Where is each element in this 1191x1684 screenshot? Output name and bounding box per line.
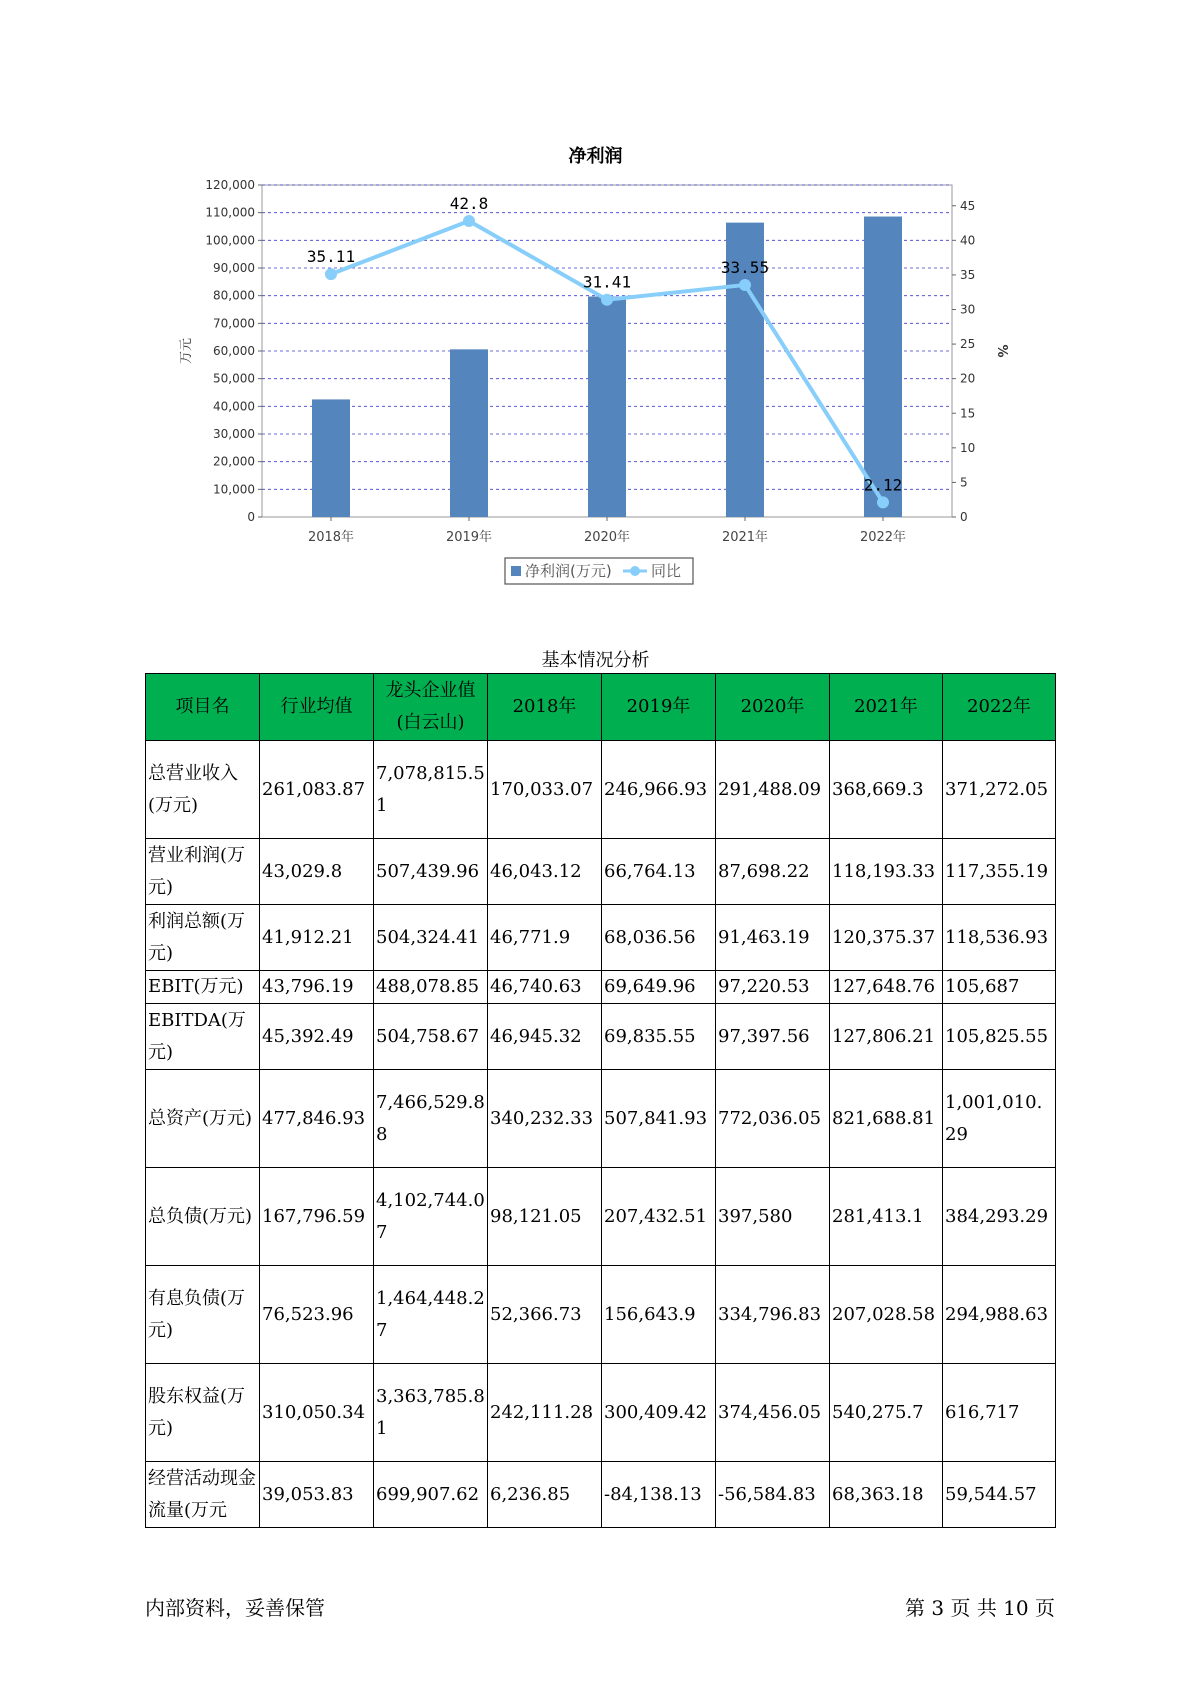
- y2-tick-label: 25: [960, 337, 976, 352]
- y2-tick-label: 0: [960, 510, 968, 524]
- y2-tick-label: 5: [960, 475, 968, 490]
- table-cell: 69,649.96: [602, 971, 716, 1004]
- table-row: [146, 839, 1056, 905]
- table-cell: 91,463.19: [716, 905, 830, 971]
- table-cell: 3,363,785.81: [374, 1364, 488, 1462]
- y-axis-label: 万元: [179, 337, 194, 365]
- table-cell: 45,392.49: [260, 1004, 374, 1070]
- line-point: [877, 496, 889, 508]
- table-cell: 39,053.83: [260, 1462, 374, 1528]
- y-tick-label: 20,000: [213, 454, 255, 469]
- table-cell: 43,029.8: [260, 839, 374, 905]
- table-cell: 76,523.96: [260, 1266, 374, 1364]
- table-cell: 69,835.55: [602, 1004, 716, 1070]
- bar: [864, 217, 902, 517]
- table-cell: 117,355.19: [943, 839, 1056, 905]
- table-row: [146, 1462, 1056, 1528]
- y-tick-label: 50,000: [213, 371, 255, 386]
- table-cell: 170,033.07: [488, 741, 602, 839]
- y2-tick-label: 40: [960, 233, 976, 248]
- y2-tick-label: 35: [960, 267, 976, 282]
- column-header: 2019年: [602, 674, 716, 741]
- table-cell: 127,648.76: [830, 971, 943, 1004]
- table-cell: 52,366.73: [488, 1266, 602, 1364]
- x-tick-label: 2021年: [721, 530, 769, 545]
- table-cell: 397,580: [716, 1168, 830, 1266]
- table-cell: 98,121.05: [488, 1168, 602, 1266]
- row-label: EBIT(万元): [146, 971, 260, 1004]
- table-cell: 87,698.22: [716, 839, 830, 905]
- table-cell: 68,363.18: [830, 1462, 943, 1528]
- table-cell: 118,193.33: [830, 839, 943, 905]
- y2-tick-label: 45: [960, 198, 976, 213]
- bar: [450, 349, 488, 517]
- table-cell: 261,083.87: [260, 741, 374, 839]
- y2-tick-label: 30: [960, 302, 976, 317]
- chart-title: 净利润: [568, 146, 623, 167]
- table-cell: 699,907.62: [374, 1462, 488, 1528]
- x-tick-label: 2018年: [307, 530, 355, 545]
- legend-label-line: 同比: [651, 562, 682, 580]
- y2-tick-label: 10: [960, 440, 976, 455]
- table-cell: 105,687: [943, 971, 1056, 1004]
- column-header: 龙头企业值(白云山): [374, 674, 488, 741]
- table-cell: 488,078.85: [374, 971, 488, 1004]
- y-tick-label: 10,000: [213, 482, 255, 497]
- column-header: 项目名: [146, 674, 260, 741]
- table-cell: 340,232.33: [488, 1070, 602, 1168]
- table-cell: 167,796.59: [260, 1168, 374, 1266]
- table-cell: 371,272.05: [943, 741, 1056, 839]
- line-point: [739, 279, 751, 291]
- table-row: [146, 1266, 1056, 1364]
- table-cell: 7,466,529.88: [374, 1070, 488, 1168]
- y-tick-label: 80,000: [213, 288, 255, 303]
- table-cell: 46,945.32: [488, 1004, 602, 1070]
- table-cell: 368,669.3: [830, 741, 943, 839]
- table-cell: 334,796.83: [716, 1266, 830, 1364]
- row-label: 有息负债(万元): [146, 1266, 260, 1364]
- table-cell: 127,806.21: [830, 1004, 943, 1070]
- y-tick-label: 120,000: [205, 178, 255, 192]
- table-cell: 46,043.12: [488, 839, 602, 905]
- y2-tick-label: 15: [960, 406, 976, 421]
- column-header: 2018年: [488, 674, 602, 741]
- table-row: [146, 1168, 1056, 1266]
- table-cell: 97,397.56: [716, 1004, 830, 1070]
- data-label: 33.55: [720, 257, 770, 277]
- table-row: [146, 1364, 1056, 1462]
- table-cell: 156,643.9: [602, 1266, 716, 1364]
- table-cell: 105,825.55: [943, 1004, 1056, 1070]
- column-header: 行业均值: [260, 674, 374, 741]
- table-cell: 507,439.96: [374, 839, 488, 905]
- column-header: 2022年: [943, 674, 1056, 741]
- table-cell: 1,464,448.27: [374, 1266, 488, 1364]
- data-label: 42.8: [449, 193, 489, 213]
- column-header: 2020年: [716, 674, 830, 741]
- line-point: [601, 294, 613, 306]
- table-header-row: [146, 674, 1056, 741]
- y2-axis-label: %: [994, 344, 1009, 358]
- table-cell: -56,584.83: [716, 1462, 830, 1528]
- table-row: [146, 1070, 1056, 1168]
- footer-page-number: 第 3 页 共 10 页: [905, 1596, 1055, 1620]
- y2-tick-label: 20: [960, 371, 976, 386]
- table-cell: 207,028.58: [830, 1266, 943, 1364]
- row-label: 股东权益(万元): [146, 1364, 260, 1462]
- row-label: 总负债(万元): [146, 1168, 260, 1266]
- table-row: [146, 1004, 1056, 1070]
- table-cell: 504,758.67: [374, 1004, 488, 1070]
- table-cell: 507,841.93: [602, 1070, 716, 1168]
- table-cell: 384,293.29: [943, 1168, 1056, 1266]
- legend-label-bar: 净利润(万元): [525, 562, 612, 580]
- x-tick-label: 2022年: [859, 530, 907, 545]
- table-cell: 504,324.41: [374, 905, 488, 971]
- table-cell: 7,078,815.51: [374, 741, 488, 839]
- table-cell: 59,544.57: [943, 1462, 1056, 1528]
- table-caption: 基本情况分析: [541, 650, 650, 671]
- table-cell: 4,102,744.07: [374, 1168, 488, 1266]
- table-cell: 281,413.1: [830, 1168, 943, 1266]
- table-cell: 821,688.81: [830, 1070, 943, 1168]
- table-cell: 43,796.19: [260, 971, 374, 1004]
- y-tick-label: 40,000: [213, 399, 255, 414]
- y-tick-label: 0: [247, 510, 255, 524]
- net-profit-chart: [150, 170, 1030, 595]
- table-cell: 242,111.28: [488, 1364, 602, 1462]
- table-cell: 66,764.13: [602, 839, 716, 905]
- table-cell: -84,138.13: [602, 1462, 716, 1528]
- table-cell: 300,409.42: [602, 1364, 716, 1462]
- y-tick-label: 110,000: [205, 205, 255, 220]
- table-cell: 46,771.9: [488, 905, 602, 971]
- table-cell: 540,275.7: [830, 1364, 943, 1462]
- table-cell: 772,036.05: [716, 1070, 830, 1168]
- row-label: 总营业收入(万元): [146, 741, 260, 839]
- table-cell: 291,488.09: [716, 741, 830, 839]
- y-tick-label: 100,000: [205, 233, 255, 248]
- table-cell: 310,050.34: [260, 1364, 374, 1462]
- row-label: EBITDA(万元): [146, 1004, 260, 1070]
- table-row: [146, 741, 1056, 839]
- table-row: [146, 971, 1056, 1004]
- table-cell: 120,375.37: [830, 905, 943, 971]
- table-cell: 294,988.63: [943, 1266, 1056, 1364]
- table-cell: 246,966.93: [602, 741, 716, 839]
- data-label: 31.41: [582, 272, 632, 292]
- table-cell: 374,456.05: [716, 1364, 830, 1462]
- y-tick-label: 70,000: [213, 316, 255, 331]
- row-label: 利润总额(万元): [146, 905, 260, 971]
- footer-confidential-note: 内部资料，妥善保管: [145, 1596, 325, 1620]
- x-tick-label: 2020年: [583, 530, 631, 545]
- y-tick-label: 60,000: [213, 344, 255, 358]
- table-cell: 477,846.93: [260, 1070, 374, 1168]
- table-cell: 46,740.63: [488, 971, 602, 1004]
- table-cell: 97,220.53: [716, 971, 830, 1004]
- x-tick-label: 2019年: [445, 530, 493, 545]
- table-cell: 68,036.56: [602, 905, 716, 971]
- basic-analysis-table: [145, 673, 1056, 1528]
- row-label: 总资产(万元): [146, 1070, 260, 1168]
- row-label: 经营活动现金流量(万元: [146, 1462, 260, 1528]
- bar: [312, 399, 350, 517]
- y-tick-label: 30,000: [213, 427, 255, 441]
- row-label: 营业利润(万元): [146, 839, 260, 905]
- table-cell: 118,536.93: [943, 905, 1056, 971]
- legend-line-marker: [630, 566, 640, 576]
- data-label: 35.11: [306, 247, 356, 267]
- y-tick-label: 90,000: [213, 261, 255, 275]
- line-point: [463, 215, 475, 227]
- table-row: [146, 905, 1056, 971]
- line-point: [325, 268, 337, 280]
- legend-bar-swatch: [511, 566, 521, 576]
- table-cell: 207,432.51: [602, 1168, 716, 1266]
- table-cell: 6,236.85: [488, 1462, 602, 1528]
- bar: [588, 296, 626, 517]
- data-label: 2.12: [863, 475, 903, 495]
- table-cell: 1,001,010.29: [943, 1070, 1056, 1168]
- column-header: 2021年: [830, 674, 943, 741]
- table-cell: 41,912.21: [260, 905, 374, 971]
- table-cell: 616,717: [943, 1364, 1056, 1462]
